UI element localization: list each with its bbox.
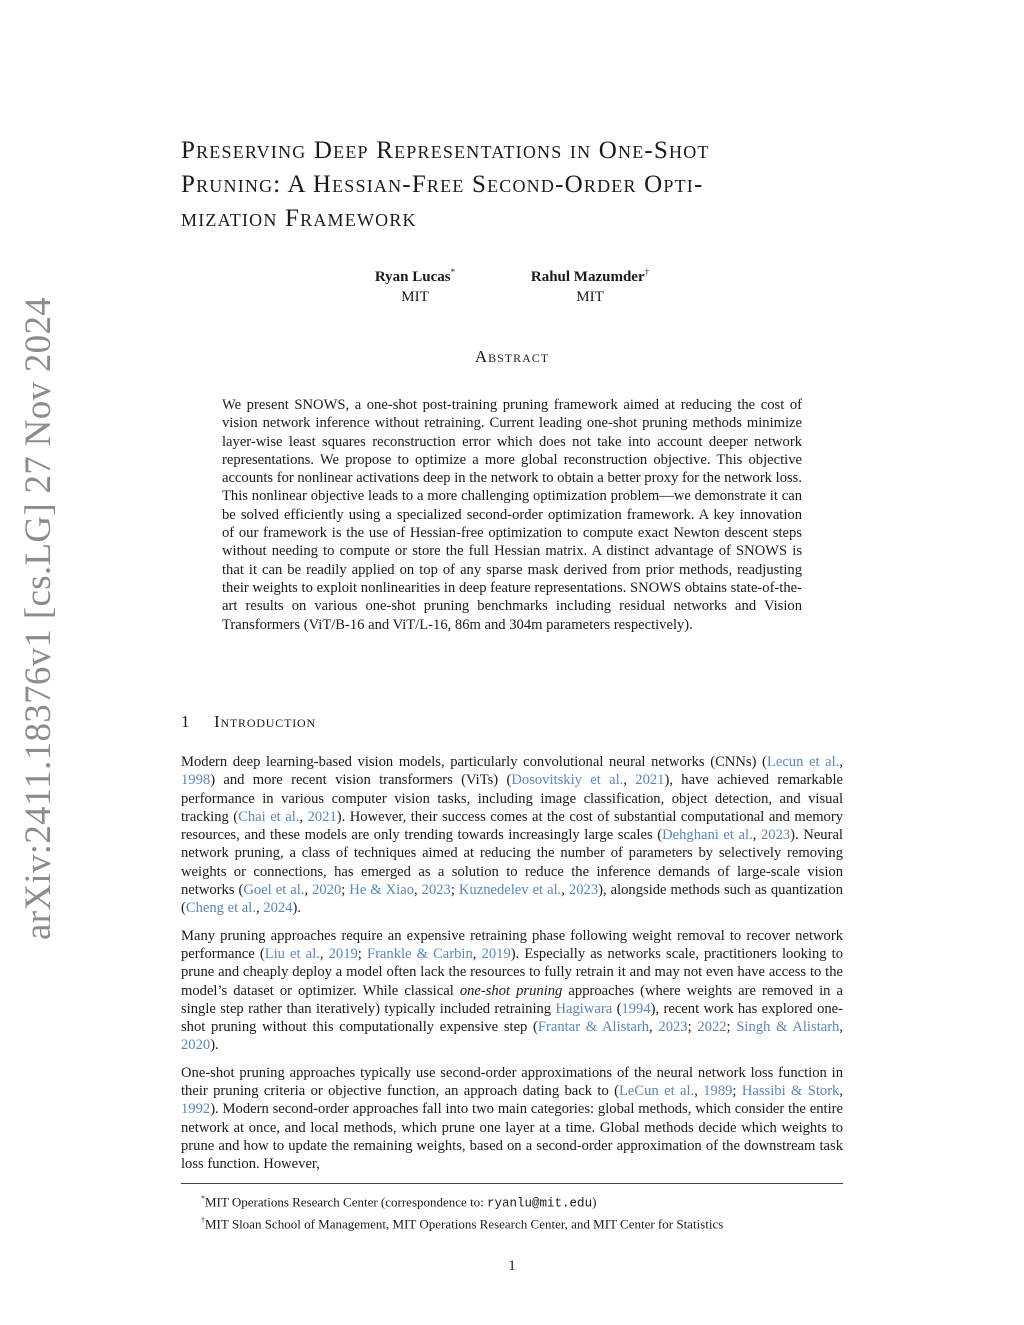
citation-link[interactable]: Frantar & Alistarh: [537, 1019, 650, 1036]
footnotes: [181, 1183, 843, 1233]
author-name: Ryan Lucas: [374, 269, 451, 285]
emphasis-text: one-shot pruning: [459, 982, 563, 999]
author-name: Rahul Mazumder: [530, 269, 645, 285]
footnote-mark: †: [201, 1216, 205, 1226]
footnote-text: MIT Operations Research Center (correspondence to:: [205, 1194, 488, 1210]
abstract-text: We present SNOWS, a one-shot post-training pruning framework aimed at reducing the cost of vision network inference without retraining. Current leading one-shot pruning methods minimize layer-wise least squares reconstruction error which does not take into account deeper network representations. We propose to optimize a more global reconstruction objective. This objective accounts for nonlinear activations deep in the network to obtain a better proxy for the network loss. This nonlinear objective leads to a more challenging optimization problem—we demonstrate it can be solved efficiently using a specialized second-order optimization framework. A key innovation of our framework is the use of Hessian-free optimization to compute exact Newton descent steps without needing to compute or store the full Hessian matrix. A distinct advantage of SNOWS is that it can be readily applied on top of any sparse mask derived from prior methods, readjusting their weights to exploit nonlinearities in deep feature representations. SNOWS obtains state-of-the-art results on various one-shot pruning benchmarks including residual networks and Vision Transformers (ViT/B-16 and ViT/L-16, 86m and 304m parameters respectively).: [222, 397, 802, 633]
citation-link[interactable]: Liu et al.: [264, 945, 320, 962]
paragraph: Modern deep learning-based vision models, particularly convolutional neural networks (CNNs) (Lecun et al., 1998) and more recent vision transformers (ViTs) (Dosovitskiy et al., 2021), have achieved remarkable performance in various computer vision tasks, including image classification, object detection, and visual tracking (Chai et al., 2021). However, their success comes at the cost of substantial computational and memory resources, and these models are only trending towards increasingly large scales (Dehghani et al., 2023). Neural network pruning, a class of techniques aimed at reducing the number of parameters by selectively removing weights or connections, has emerged as a solution to reduce the inference demands of large-scale vision networks (Goel et al., 2020; He & Xiao, 2023; Kuznedelev et al., 2023), alongside methods such as quantization (Cheng et al., 2024).: [181, 754, 844, 917]
citation-link[interactable]: 2021: [307, 808, 337, 825]
author-footnote-mark: †: [644, 267, 650, 277]
title-line: mization Framework: [181, 205, 417, 232]
citation-link[interactable]: Hassibi & Stork: [741, 1083, 840, 1100]
title-line: Preserving Deep Representations in One-Shot: [181, 137, 710, 164]
citation-link[interactable]: Dehghani et al.: [662, 827, 753, 844]
citation-link[interactable]: LeCun et al.: [619, 1083, 695, 1100]
author-affiliation: MIT: [576, 289, 604, 305]
citation-link[interactable]: 2022: [697, 1019, 727, 1036]
section-heading: [181, 712, 316, 732]
arxiv-stamp: arXiv:2411.18376v1 [cs.LG] 27 Nov 2024: [18, 296, 59, 940]
footnote-text-end: ): [592, 1194, 597, 1210]
citation-link[interactable]: Goel et al.: [243, 882, 305, 899]
citation-link[interactable]: Hagiwara: [555, 1000, 613, 1017]
page-number: 1: [508, 1258, 516, 1274]
footnote-text: MIT Sloan School of Management, MIT Operations Research Center, and MIT Center for Statistics: [205, 1216, 724, 1232]
citation-link[interactable]: Frankle & Carbin: [366, 945, 473, 962]
citation-link[interactable]: 2019: [481, 945, 511, 962]
author-block: [520, 262, 660, 307]
author-affiliation: MIT: [401, 289, 429, 305]
citation-link[interactable]: 2019: [328, 945, 358, 962]
footnote: [181, 1190, 843, 1212]
citation-link[interactable]: Kuznedelev et al.: [458, 882, 562, 899]
paper-title: [181, 134, 849, 236]
citation-link[interactable]: Lecun et al.: [766, 754, 840, 770]
citation-link[interactable]: 2020: [312, 882, 342, 899]
citation-link[interactable]: 1989: [703, 1083, 733, 1100]
citation-link[interactable]: 2023: [421, 882, 451, 899]
author-block: [360, 262, 470, 307]
paragraph: Many pruning approaches require an expensive retraining phase following weight removal to recover network performance (Liu et al., 2019; Frankle & Carbin, 2019). Especially as networks scale, practitioners looking to prune and cheaply deploy a model often lack the resources to fully retrain it and may not even have access to the model’s dataset or optimizer. While classical one-shot pruning approaches (where weights are removed in a single step rather than iteratively) typically included retraining Hagiwara (1994), recent work has explored one-shot pruning without this computationally expensive step (Frantar & Alistarh, 2023; 2022; Singh & Alistarh, 2020).: [181, 927, 844, 1054]
paragraph: One-shot pruning approaches typically use second-order approximations of the neural network loss function in their pruning criteria or objective function, an approach dating back to (LeCun et al., 1989; Hassibi & Stork, 1992). Modern second-order approaches fall into two main categories: global methods, which consider the entire network at once, and local methods, which prune one layer at a time. Global methods decide which weights to prune and how to update the remaining weights, based on a second-order approximation of the downstream task loss function. However,: [181, 1064, 844, 1173]
citation-link[interactable]: 1992: [181, 1101, 211, 1118]
citation-link[interactable]: 1998: [181, 772, 211, 789]
section-title: Introduction: [214, 712, 316, 731]
body-text: [181, 753, 843, 1183]
citation-link[interactable]: 2024: [263, 900, 293, 917]
citation-link[interactable]: 2023: [658, 1019, 688, 1036]
citation-link[interactable]: Chai et al.: [238, 808, 300, 825]
email-link[interactable]: ryanlu@mit.edu: [487, 1196, 593, 1211]
citation-link[interactable]: Cheng et al.: [185, 900, 256, 917]
citation-link[interactable]: 2023: [760, 827, 791, 844]
abstract-heading: Abstract: [474, 347, 550, 366]
footnote-mark: *: [201, 1194, 205, 1203]
citation-link[interactable]: 2023: [568, 882, 599, 899]
citation-link[interactable]: Dosovitskiy et al.: [511, 772, 624, 789]
citation-link[interactable]: 2021: [635, 772, 665, 789]
author-footnote-mark: *: [450, 267, 456, 277]
footnote: [181, 1212, 843, 1232]
section-number: 1: [181, 712, 191, 731]
citation-link[interactable]: 2020: [181, 1037, 211, 1054]
citation-link[interactable]: 1994: [621, 1000, 651, 1017]
title-line: Pruning: A Hessian-Free Second-Order Opti-: [181, 171, 704, 198]
citation-link[interactable]: He & Xiao: [349, 882, 415, 899]
citation-link[interactable]: Singh & Alistarh: [736, 1019, 840, 1036]
